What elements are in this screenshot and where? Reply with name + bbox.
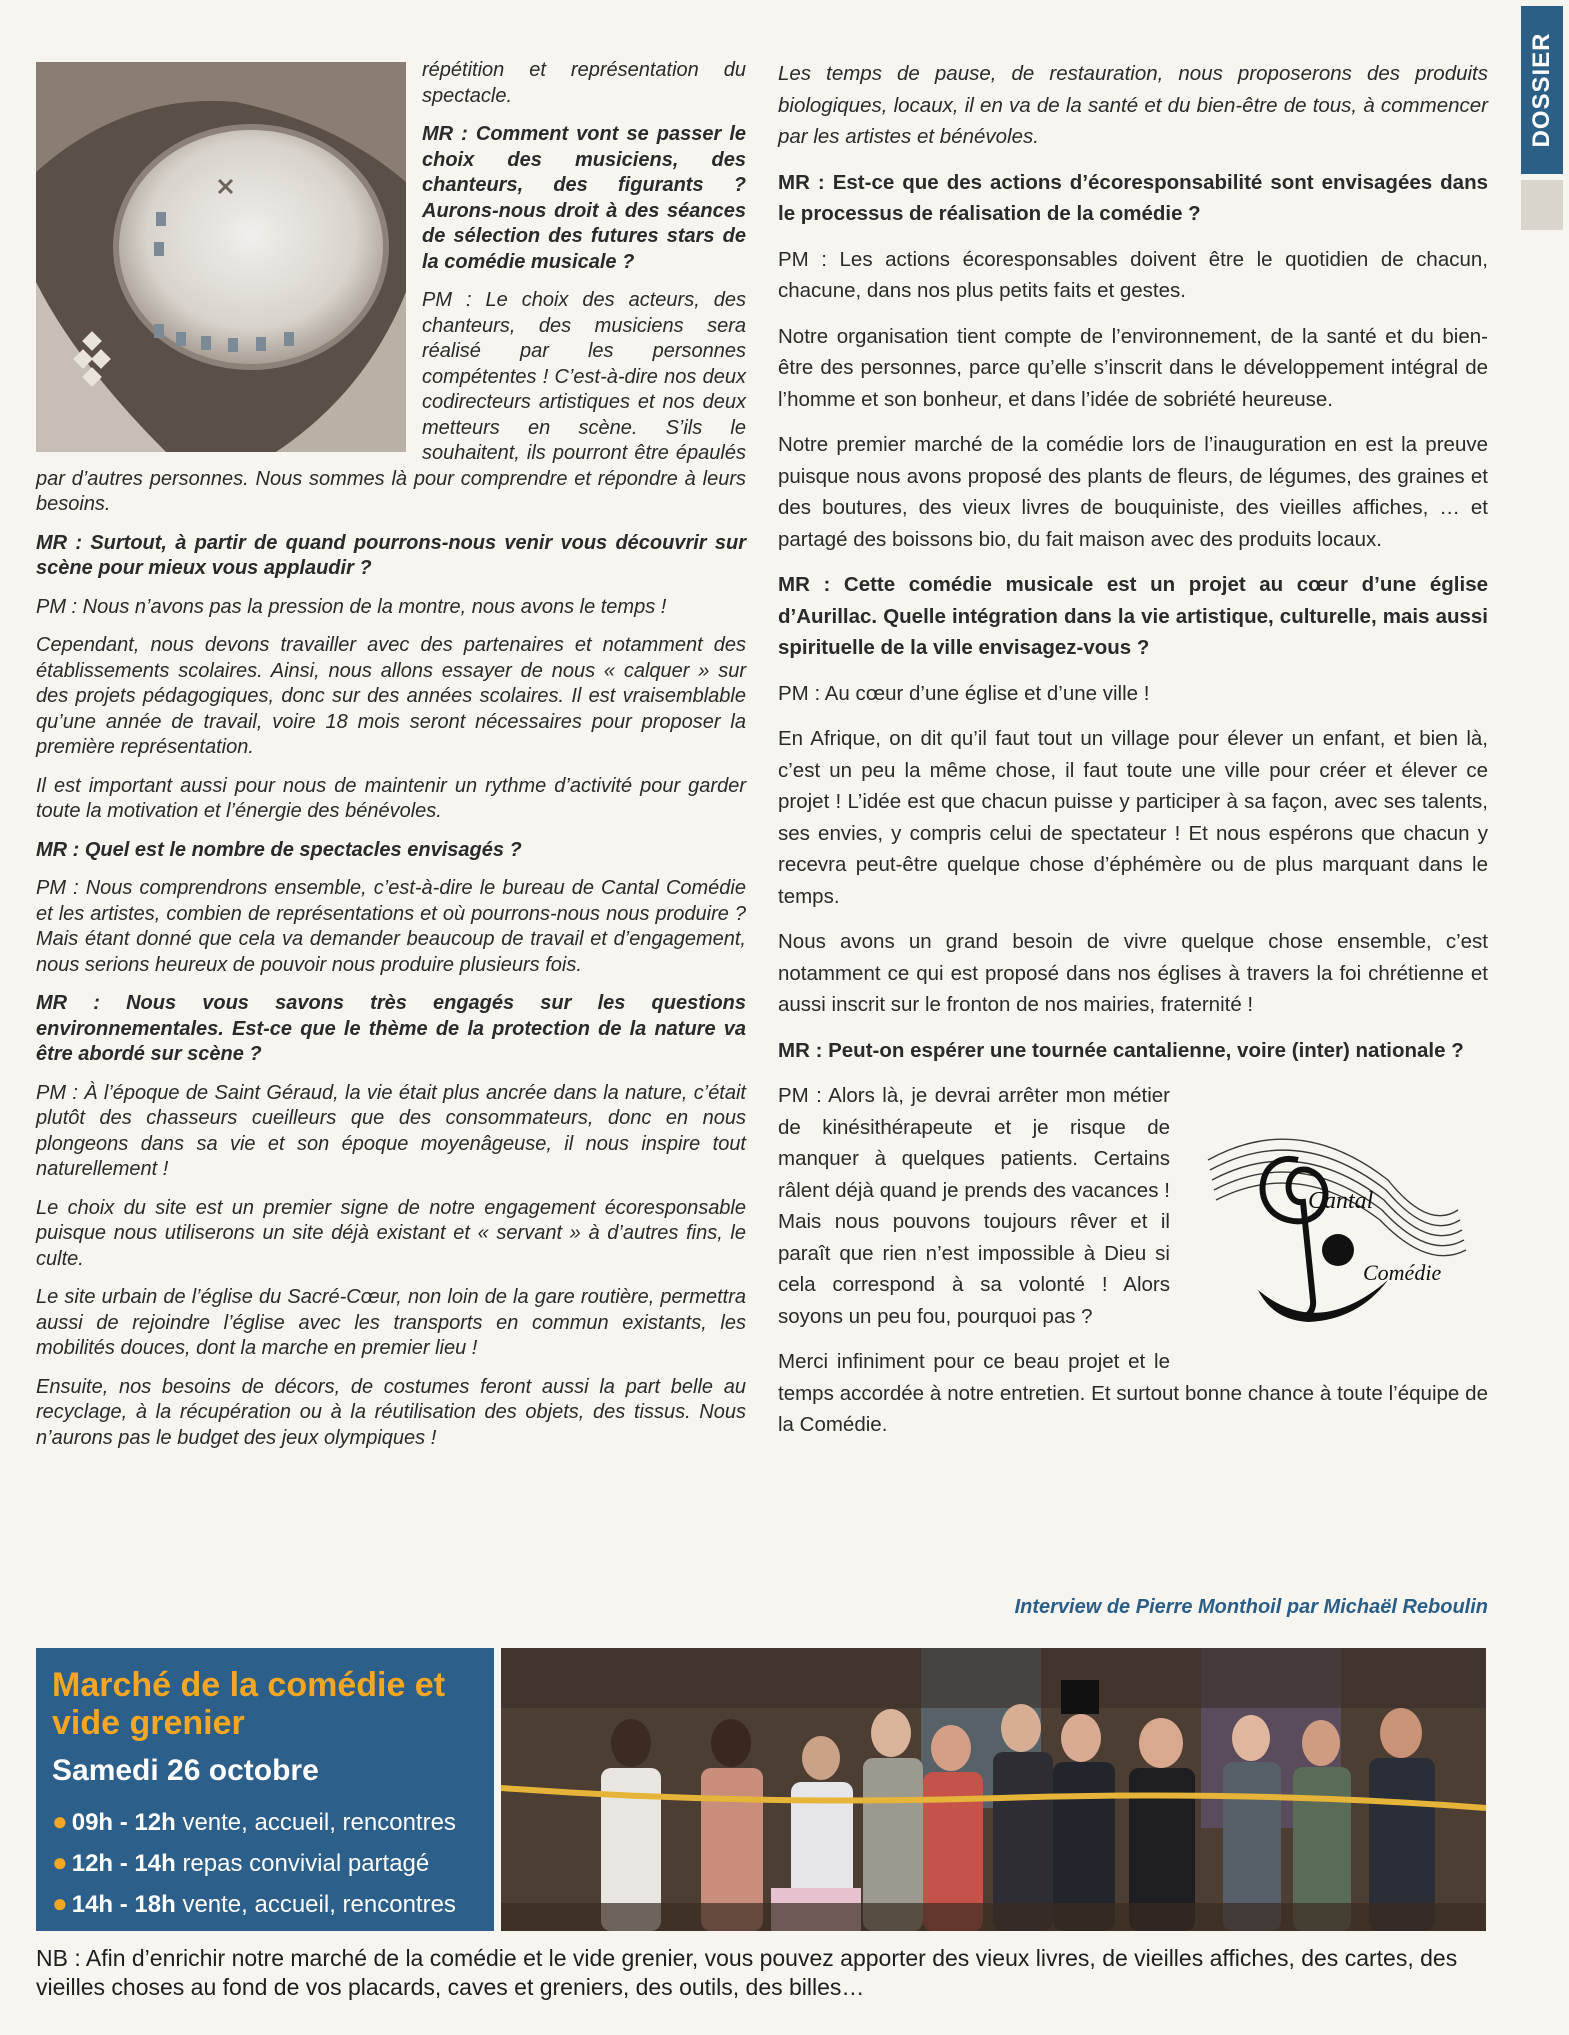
left-paragraph-4: Cependant, nous devons travailler avec des partenaires et notamment des établissements scolaires. Ainsi, nous allons essayer de nous « calquer » sur des projets pédagogiques, donc sur des années scolaires. Il est vraisemblable qu’une année de travail, voire 18 mois seront nécessaires pour proposer la première représentation. [36,634,746,758]
interview-credit: Interview de Pierre Monthoil par Michaël Reboulin [1014,1596,1488,1618]
ribbon-cutting-photo [501,1648,1486,1931]
event-title: Marché de la comédie et vide grenier [52,1666,446,1742]
left-question-1: MR : Comment vont se passer le choix des musiciens, des chanteurs, des figurants ? Aurons-nous droit à des séances de sélection des futures stars de la comédie musicale ? [422,123,746,273]
treble-clef-logo-icon [1188,1090,1488,1350]
schedule-label: repas convivial partagé [182,1850,430,1877]
event-info-box [36,1648,494,1931]
bullet-icon: ● [52,1806,68,1836]
section-tab-lower [1521,180,1563,230]
schedule-label: vente, accueil, rencontres [182,1891,456,1918]
left-paragraph-3: PM : Nous n’avons pas la pression de la montre, nous avons le temps ! [36,595,667,618]
left-question-2: MR : Surtout, à partir de quand pourrons-nous venir vous découvrir sur scène pour mieux vous applaudir ? [36,531,746,579]
schedule-label: vente, accueil, rencontres [182,1809,456,1836]
event-date: Samedi 26 octobre [52,1754,319,1787]
right-paragraph-5: PM : Au cœur d’une église et d’une ville ! [778,681,1150,705]
left-paragraph-10: Ensuite, nos besoins de décors, de costumes feront aussi la part belle au recyclage, à la récupération ou à la réutilisation des objets, des tissus. Nous n’aurons pas le budget des jeux olympiques ! [36,1375,746,1449]
right-paragraph-1: Les temps de pause, de restauration, nous proposerons des produits biologiques, locaux, il en va de la santé et du bien-être de tous, à commencer par les artistes et bénévoles. [778,62,1488,148]
left-question-3: MR : Quel est le nombre de spectacles envisagés ? [36,838,522,861]
right-paragraph-6: En Afrique, on dit qu’il faut tout un village pour élever un enfant, et bien là, c’est un peu la même chose, il faut toute une ville pour créer et élever ce projet ! L’idée est que chacun puisse y participer à sa façon, avec ses talents, ses envies, y compris celui de spectateur ! Et nous espérons que chacun y recevra peut-être quelque chose d’éphémère ou de plus marquant dans le temps. [778,727,1488,908]
event-banner [36,1648,1486,1931]
right-question-2: MR : Cette comédie musicale est un projet au cœur d’une église d’Aurillac. Quelle intégration dans la vie artistique, culturelle, mais aussi spirituelle de la ville envisagez-vous ? [778,573,1488,659]
schedule-time: 12h - 14h [71,1850,176,1877]
left-paragraph-6: PM : Nous comprendrons ensemble, c’est-à-dire le bureau de Cantal Comédie et les artistes, combien de représentations et où pourrons-nous nous produire ? Mais étant donné que cela va demander beaucoup de travail et d’engagement, nous serions heureux de pouvoir nous produire plusieurs fois. [36,877,746,976]
left-column [36,58,746,1464]
right-question-1: MR : Est-ce que des actions d’écoresponsabilité sont envisagées dans le processus de réalisation de la comédie ? [778,170,1488,225]
schedule-item [52,1847,429,1878]
right-paragraph-2: PM : Les actions écoresponsables doivent être le quotidien de chacun, chacune, dans nos plus petits faits et gestes. [778,247,1488,302]
logo-word-comedie: Comédie [1363,1260,1442,1285]
right-paragraph-9: Merci infiniment pour ce beau projet et le temps accordée à notre entretien. Et surtout bonne chance à toute l’équipe de la Comédie. [778,1350,1488,1436]
schedule-time: 14h - 18h [71,1891,176,1918]
left-paragraph-7: PM : À l’époque de Saint Géraud, la vie était plus ancrée dans la nature, c’était plutôt des chasseurs cueilleurs que des consommateurs, donc en nous plongeons dans sa vie et son époque moyenâgeuse, il nous inspire tout naturellement ! [36,1081,746,1180]
bullet-icon: ● [52,1888,68,1918]
right-paragraph-8: PM : Alors là, je devrai arrêter mon métier de kinésithérapeute et je risque de manquer à quelques patients. Certains râlent déjà quand je prends des vacances ! Mais nous pouvons toujours rêver et il paraît que rien n’est impossible à Dieu si cela correspond à sa volonté ! Alors soyons un peu fou, pourquoi pas ? [778,1084,1170,1328]
right-paragraph-7: Nous avons un grand besoin de vivre quelque chose ensemble, c’est notamment ce qui est proposé dans nos églises à travers la foi chrétienne et aussi inscrit sur le fronton de nos mairies, fraternité ! [778,930,1488,1016]
left-question-4: MR : Nous vous savons très engagés sur les questions environnementales. Est-ce que le thème de la protection de la nature va être abordé sur scène ? [36,992,746,1065]
dome-illustration [36,62,406,452]
schedule-item [52,1806,456,1837]
right-column [778,58,1488,1455]
logo-word-cantal: Cantal [1308,1188,1374,1214]
cantal-comedie-logo [1188,1090,1488,1350]
right-paragraph-4: Notre premier marché de la comédie lors de l’inauguration en est la preuve puisque nous avons proposé des plants de fleurs, de légumes, des graines et des boutures, des vieux livres de bouquiniste, des vieilles affiches, … et partagé des boissons bio, du fait maison avec des produits locaux. [778,433,1488,551]
right-paragraph-3: Notre organisation tient compte de l’environnement, de la santé et du bien-être des personnes, parce qu’elle s’inscrit dans le développement intégral de l’homme et son bonheur, et dans l’idée de sobriété heureuse. [778,324,1488,411]
left-paragraph-5: Il est important aussi pour nous de maintenir un rythme d’activité pour garder toute la motivation et l’énergie des bénévoles. [36,774,746,822]
schedule-item [52,1888,456,1919]
ribbon-cutting-illustration [501,1648,1486,1931]
left-paragraph-2: PM : Le choix des acteurs, des chanteurs, des musiciens sera réalisé par les personnes compétentes ! C’est-à-dire nos deux codirecteurs artistiques et nos deux metteurs en scène. S’ils le souhaitent, ils pourront être épaulés par d’autres personnes. Nous sommes là pour comprendre et répondre à leurs besoins. [36,289,746,515]
right-question-3: MR : Peut-on espérer une tournée cantalienne, voire (inter) nationale ? [778,1038,1464,1062]
church-dome-photo [36,62,406,452]
left-paragraph-1: répétition et représentation du spectacle. [422,59,746,107]
bullet-icon: ● [52,1847,68,1877]
left-paragraph-8: Le choix du site est un premier signe de notre engagement écoresponsable puisque nous utiliserons un site déjà existant et « servant » à d’autres fins, le culte. [36,1196,746,1270]
nb-note: NB : Afin d’enrichir notre marché de la comédie et le vide grenier, vous pouvez apporter des vieux livres, de vieilles affiches, des cartes, des vieilles choses au fond de vos placards, caves et greniers, des outils, des billes… [36,1945,1458,2000]
left-paragraph-9: Le site urbain de l’église du Sacré-Cœur, non loin de la gare routière, permettra aussi de rejoindre l’église avec les transports en commun existants, les mobilités douces, dont la marche en premier lieu ! [36,1286,746,1359]
section-tab-dossier [1521,6,1563,174]
section-tab-label: DOSSIER [1528,32,1555,148]
schedule-time: 09h - 12h [71,1809,176,1836]
